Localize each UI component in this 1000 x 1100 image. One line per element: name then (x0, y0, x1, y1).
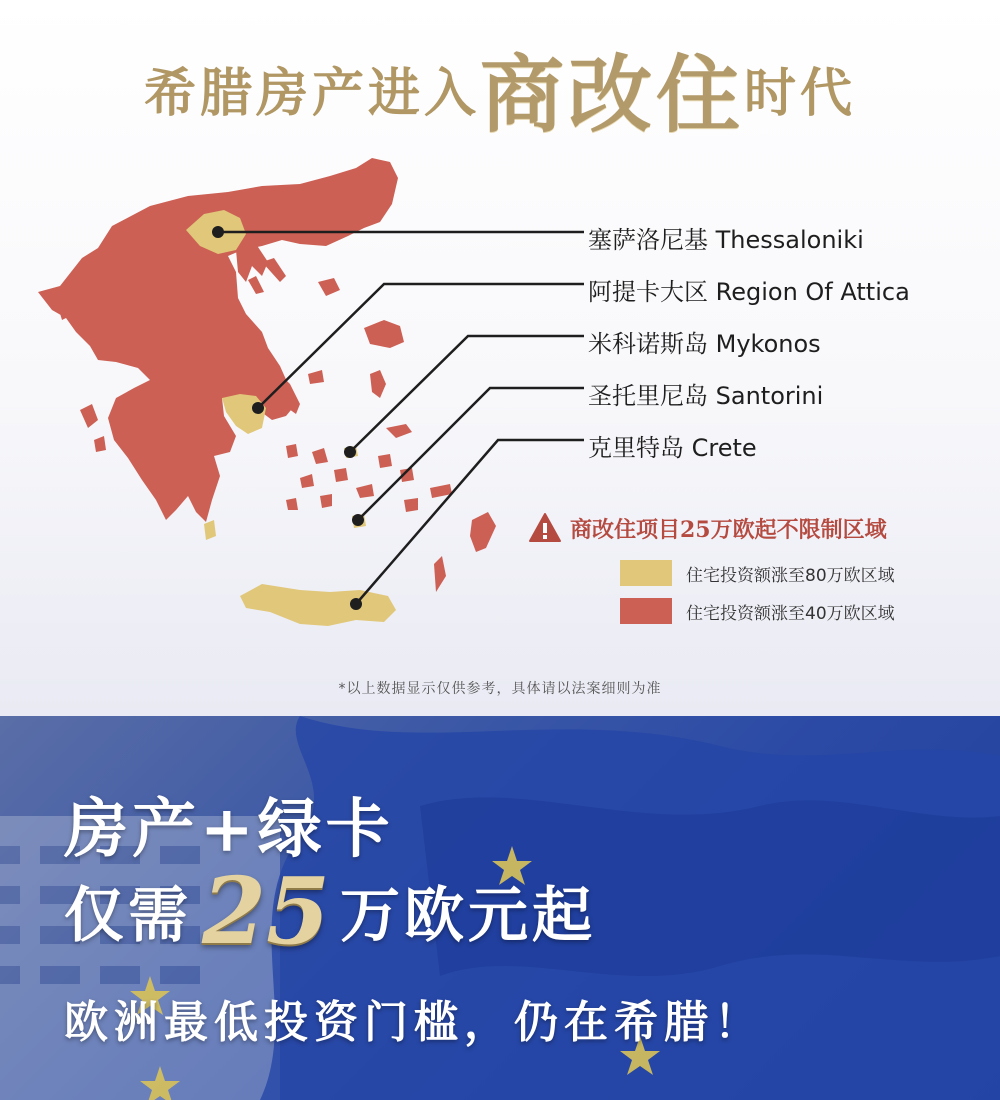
crete-island (240, 584, 396, 626)
kythira-island (204, 520, 216, 540)
karpathos-island (434, 556, 446, 592)
banner-price-number: 25 (202, 857, 331, 965)
title-highlight: 商改住 (479, 45, 744, 144)
lesbos-island (364, 320, 404, 348)
title-prefix: 希腊房产进入 (143, 63, 480, 124)
page-title (0, 28, 1000, 149)
legend-label-gold: 住宅投资额涨至80万欧区域 (686, 565, 895, 586)
leader-line-mykonos (350, 336, 584, 452)
samos-island (386, 424, 412, 438)
label-thessaloniki: 塞萨洛尼基 Thessaloniki (588, 226, 864, 254)
label-santorini: 圣托里尼岛 Santorini (588, 382, 824, 410)
warning-banner (528, 510, 887, 546)
flag-star-3 (140, 1066, 180, 1100)
chios-island (370, 370, 386, 398)
marker-santorini (352, 514, 364, 526)
legend-swatch-red (620, 598, 672, 624)
leader-line-attica (258, 284, 584, 408)
marker-crete (350, 598, 362, 610)
banner-line3: 欧洲最低投资门槛，仍在希腊！ (64, 997, 764, 1048)
label-crete: 克里特岛 Crete (588, 434, 757, 462)
label-mykonos: 米科诺斯岛 Mykonos (588, 330, 821, 358)
banner-line2 (64, 857, 597, 965)
warning-text: 商改住项目25万欧起不限制区域 (570, 516, 887, 543)
lemnos-island (318, 278, 340, 296)
marker-thessaloniki (212, 226, 224, 238)
legend-item-gold (620, 560, 895, 586)
marker-mykonos (344, 446, 356, 458)
rhodes-island (470, 512, 496, 552)
banner-line2-prefix: 仅需 (64, 881, 192, 951)
legend-item-red (620, 598, 895, 624)
legend-swatch-gold (620, 560, 672, 586)
legend-label-red: 住宅投资额涨至40万欧区域 (686, 603, 895, 624)
banner-line2-suffix: 万欧元起 (340, 881, 597, 951)
warning-triangle-icon (528, 512, 562, 544)
marker-attica (252, 402, 264, 414)
title-suffix: 时代 (744, 63, 857, 124)
leader-line-santorini (358, 388, 584, 520)
skyros-island (308, 370, 324, 384)
banner-line1: 房产+绿卡 (64, 792, 394, 867)
label-attica: 阿提卡大区 Region Of Attica (588, 278, 910, 306)
disclaimer-note: *以上数据显示仅供参考，具体请以法案细则为准 (338, 681, 662, 697)
